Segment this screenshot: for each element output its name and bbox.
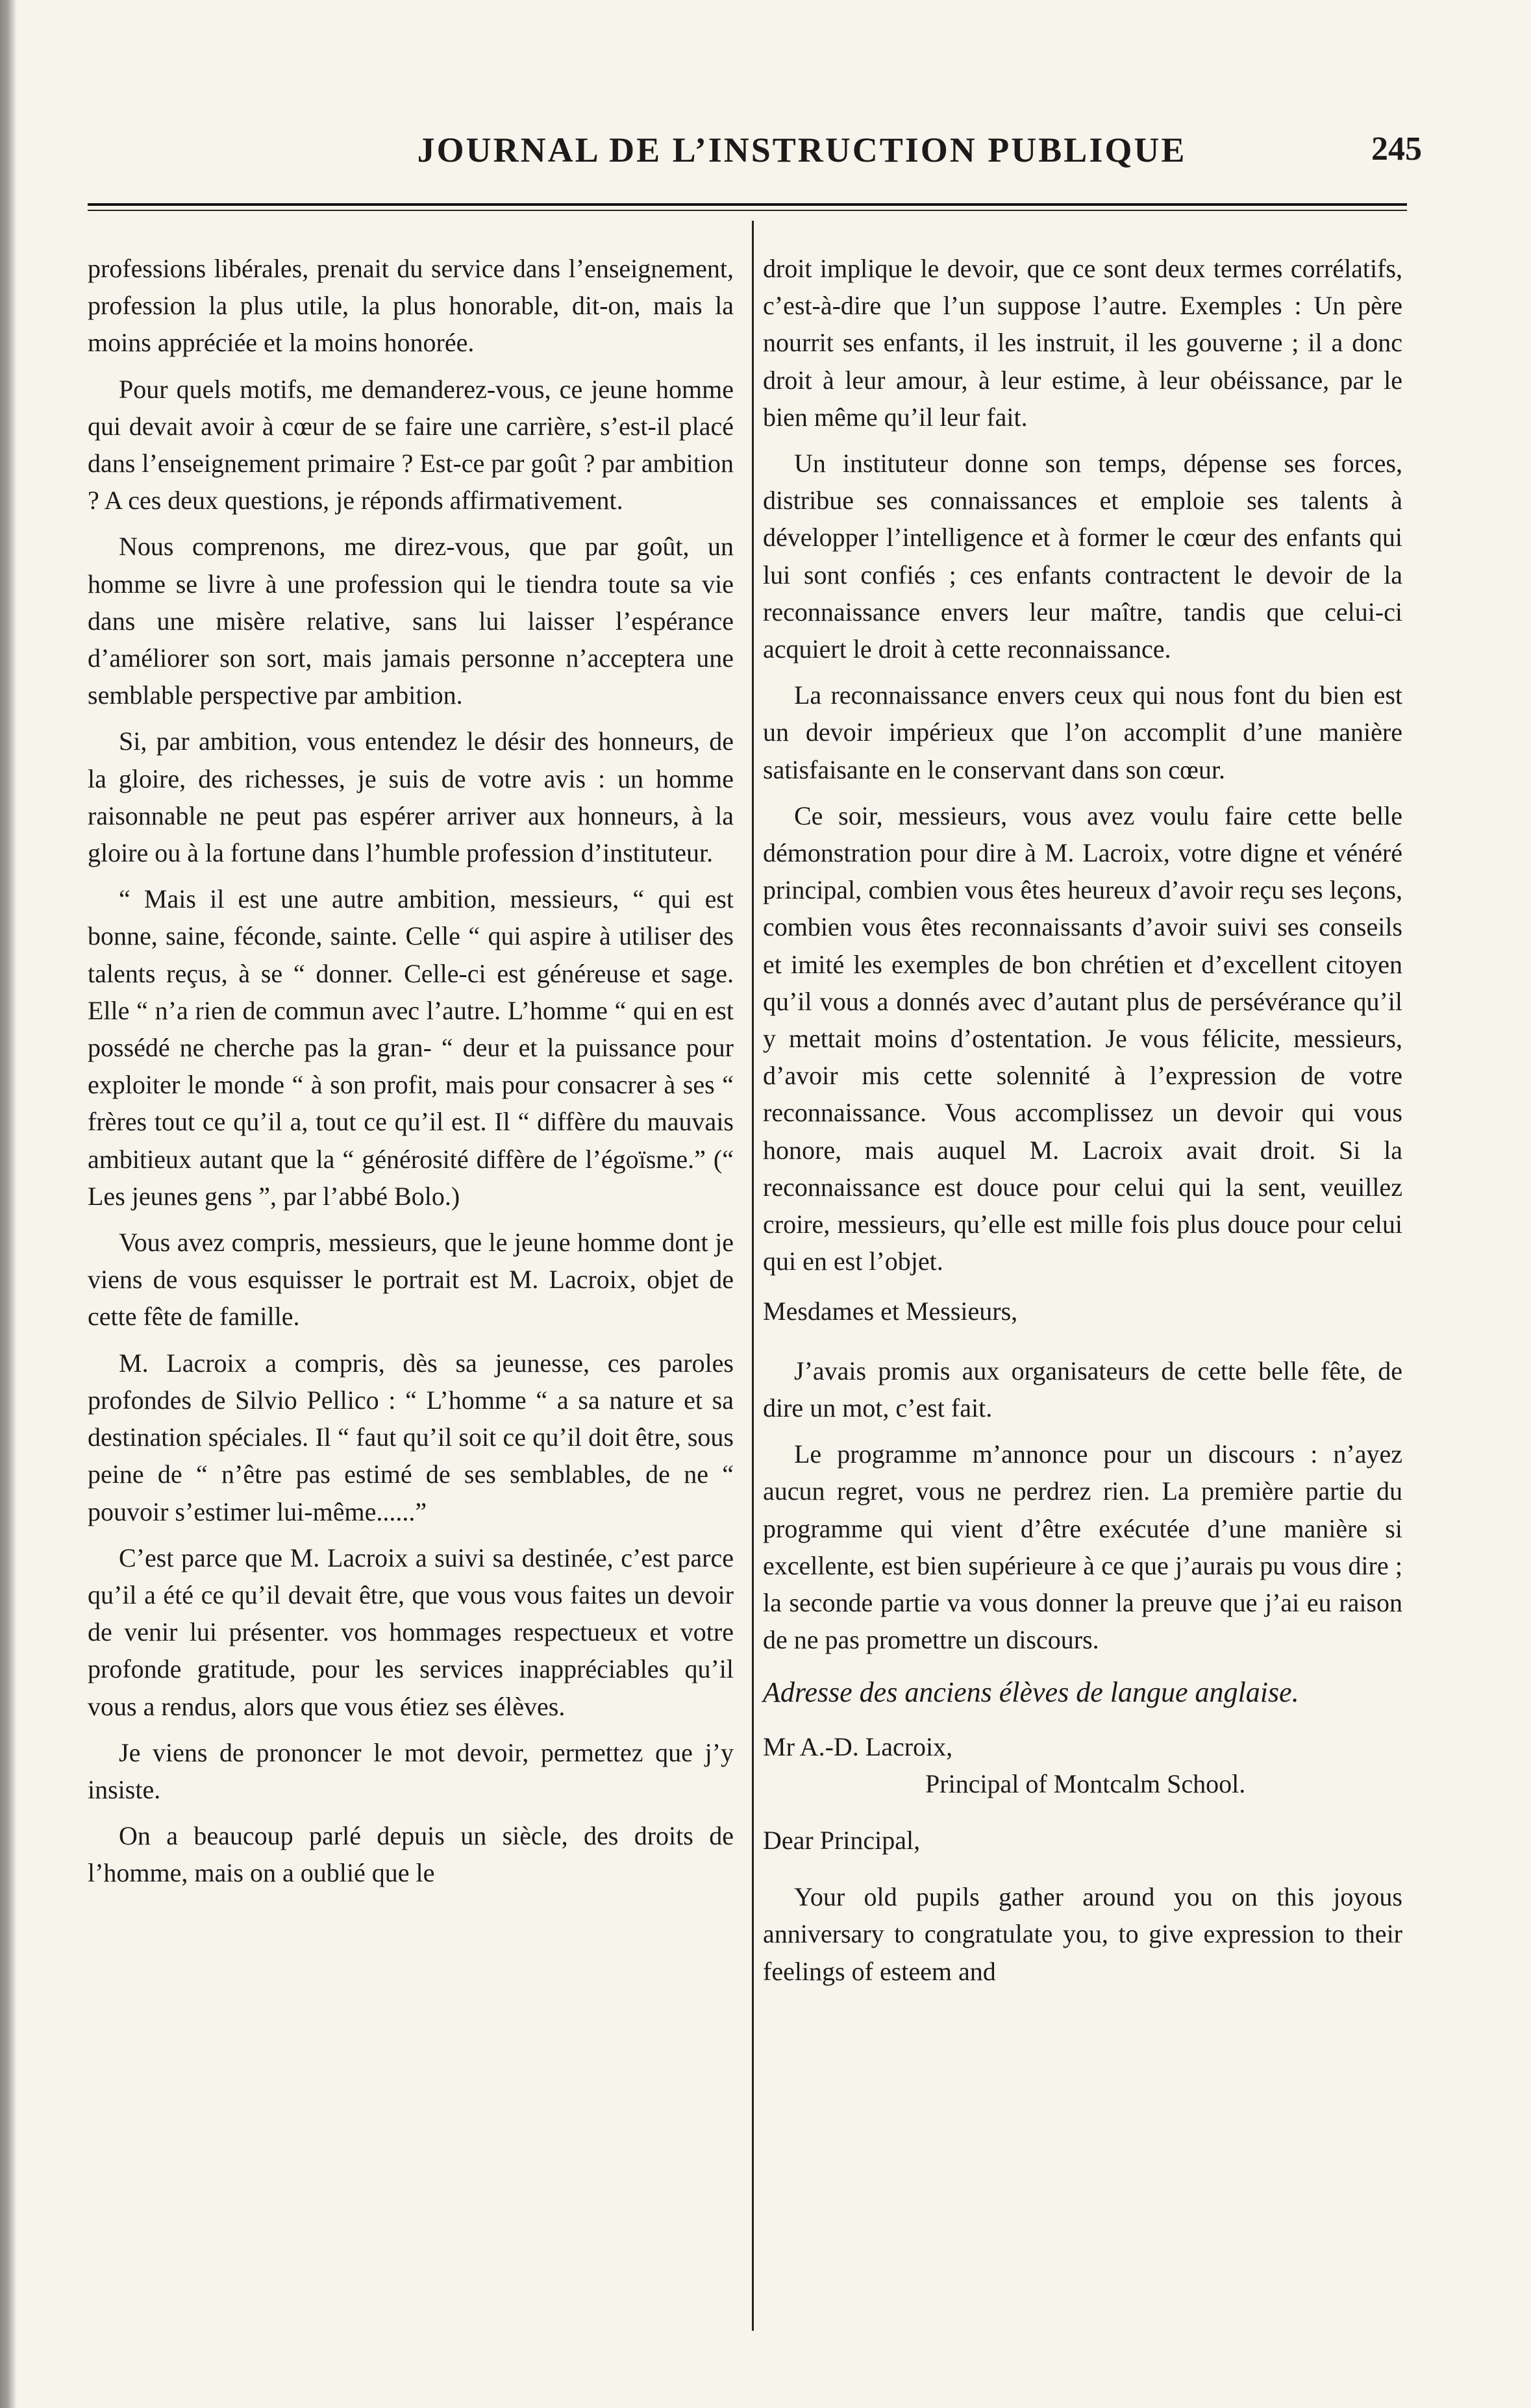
paragraph: Je viens de prononcer le mot devoir, permettez que j’y insiste. [88, 1737, 734, 1804]
header-rule-thin [88, 210, 1407, 211]
paragraph: La reconnaissance envers ceux qui nous font du bien est un devoir impérieux que l’on accomplit d’une manière satisfaisante en le conservant dans son cœur. [763, 680, 1402, 784]
paragraph: Ce soir, messieurs, vous avez voulu faire cette belle démonstration pour dire à M. Lacroix, votre digne et vénéré principal, combien vous êtes heureux d’avoir reçu ses leçons, combien vous êtes reconnaissants d’avoir suivi ses conseils et imité les exemples de bon chrétien et d’excellent citoyen qu’il vous a donnés avec d’autant plus de persévérance qu’il y mettait moins d’ostentation. Je vous félicite, messieurs, d’avoir mis cette solennité à l’expression de votre reconnaissance. Vous accomplissez un devoir qui vous honore, mais auquel M. Lacroix avait droit. Si la reconnaissance est douce pour celui qui la sent, veuillez croire, messieurs, qu’elle est mille fois plus douce pour celui qui en est l’objet. [763, 801, 1402, 1276]
paragraph: Your old pupils gather around you on this joyous anniversary to congratulate you, to give expression to their feelings of esteem and [763, 1882, 1402, 1986]
addressee-title: Principal of Montcalm School. [925, 1769, 1246, 1798]
header-rule [88, 203, 1407, 206]
salutation: Mesdames et Messieurs, [763, 1297, 1018, 1326]
paragraph: M. Lacroix a compris, dès sa jeunesse, ces paroles profondes de Silvio Pellico : “ L’homme “ a sa nature et sa destination spéciales. Il “ faut qu’il soit ce qu’il doit être, sous peine de “ n’être pas estimé de ses semblables, de ne “ pouvoir s’estimer lui-même......” [88, 1348, 734, 1526]
right-column [763, 250, 1402, 1999]
paragraph: droit implique le devoir, que ce sont deux termes corrélatifs, c’est-à-dire que l’un suppose l’autre. Exemples : Un père nourrit ses enfants, il les instruit, il les gouverne ; il a donc droit à leur amour, à leur estime, à leur obéissance, par le bien même qu’il leur fait. [763, 254, 1402, 432]
paragraph: C’est parce que M. Lacroix a suivi sa destinée, c’est parce qu’il a été ce qu’il devait être, que vous vous faites un devoir de venir lui présenter. vos hommages respectueux et votre profonde gratitude, pour les services inappréciables qu’il vous a rendus, alors que vous étiez ses élèves. [88, 1543, 734, 1721]
paragraph: Nous comprenons, me direz-vous, que par goût, un homme se livre à une profession qui le tiendra toute sa vie dans une misère relative, sans lui laisser l’espérance d’améliorer son sort, mais jamais personne n’acceptera une semblable perspective par ambition. [88, 532, 734, 710]
page-number: 245 [1371, 130, 1422, 168]
journal-title: JOURNAL DE L’INSTRUCTION PUBLIQUE [417, 130, 1187, 169]
page-binding-edge [0, 0, 17, 2408]
letter-greeting: Dear Principal, [763, 1825, 921, 1855]
quote-paragraph: “ Mais il est une autre ambition, messieurs, “ qui est bonne, saine, féconde, sainte. Celle “ qui aspire à utiliser des talents reçus, à se “ donner. Celle-ci est généreuse et sage. Elle “ n’a rien de commun avec l’autre. L’homme “ qui en est possédé ne cherche pas la gran- “ deur et la puissance pour exploiter le monde “ à son profit, mais pour consacrer à ses “ frères tout ce qu’il a, tout ce qu’il est. Il “ diffère du mauvais ambitieux autant que la “ générosité diffère de l’égoïsme.” (“ Les jeunes gens ”, par l’abbé Bolo.) [88, 884, 734, 1211]
paragraph: Un instituteur donne son temps, dépense ses forces, distribue ses connaissances et emploie ses talents à développer l’intelligence et à former le cœur des enfants qui lui sont confiés ; ces enfants contractent le devoir de la reconnaissance envers leur maître, tandis que celui-ci acquiert le droit à cette reconnaissance. [763, 449, 1402, 664]
paragraph: Vous avez compris, messieurs, que le jeune homme dont je viens de vous esquisser le portrait est M. Lacroix, objet de cette fête de famille. [88, 1228, 734, 1332]
paragraph: Le programme m’annonce pour un discours : n’ayez aucun regret, vous ne perdrez rien. La première partie du programme qui vient d’être exécutée d’une manière si excellente, est bien supérieure à ce que j’aurais pu vous dire ; la seconde partie va vous donner la preuve que j’ai eu raison de ne pas promettre un discours. [763, 1439, 1402, 1655]
paragraph: On a beaucoup parlé depuis un siècle, des droits de l’homme, mais on a oublié que le [88, 1821, 734, 1888]
addressee-name: Mr A.-D. Lacroix, [763, 1732, 953, 1761]
paragraph: Si, par ambition, vous entendez le désir des honneurs, de la gloire, des richesses, je suis de votre avis : un homme raisonnable ne peut pas espérer arriver aux honneurs, à la gloire ou à la fortune dans l’humble profession d’instituteur. [88, 726, 734, 868]
paragraph: Pour quels motifs, me demanderez-vous, ce jeune homme qui devait avoir à cœur de se faire une carrière, s’est-il placé dans l’enseignement primaire ? Est-ce par goût ? par ambition ? A ces deux questions, je réponds affirmativement. [88, 374, 734, 515]
left-column [88, 250, 734, 1901]
column-divider [752, 221, 754, 2331]
paragraph: J’avais promis aux organisateurs de cette belle fête, de dire un mot, c’est fait. [763, 1356, 1402, 1422]
page-header [84, 130, 1422, 188]
section-title: Adresse des anciens élèves de langue anglaise. [763, 1676, 1299, 1709]
paragraph: professions libérales, prenait du service dans l’enseignement, profession la plus utile, la plus honorable, dit-on, mais la moins appréciée et la moins honorée. [88, 254, 734, 358]
